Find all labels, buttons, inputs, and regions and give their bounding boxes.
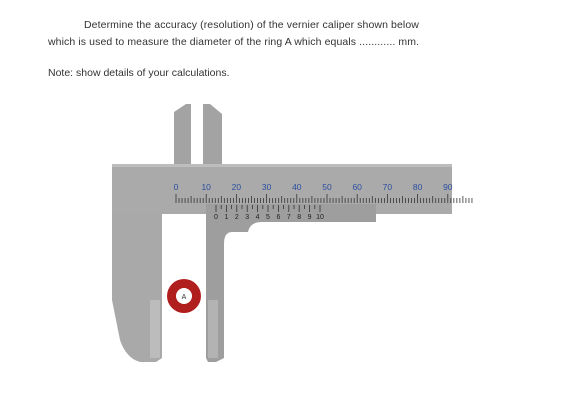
vernier-scale-label: 3 — [245, 214, 250, 221]
main-scale-label: 80 — [412, 182, 423, 192]
question-line-2: which is used to measure the diameter of the ring A which equals ............ mm. — [48, 36, 420, 48]
vernier-scale-label: 6 — [276, 214, 281, 221]
vernier-scale-label: 5 — [266, 214, 270, 221]
upper-fixed-jaw — [174, 104, 191, 164]
main-scale-label: 60 — [352, 182, 362, 192]
upper-sliding-jaw — [203, 104, 222, 164]
vernier-scale-label: 8 — [297, 214, 302, 221]
vernier-scale-label: 9 — [307, 214, 312, 221]
note-text: Note: show details of your calculations. — [48, 67, 230, 79]
question-line-1: Determine the accuracy (resolution) of the vernier caliper shown below — [84, 19, 419, 31]
main-scale-label: 30 — [261, 182, 272, 192]
vernier-scale-label: 10 — [316, 214, 324, 221]
main-scale-label: 70 — [382, 182, 393, 192]
vernier-scale-label: 1 — [224, 214, 229, 221]
main-scale-label: 10 — [201, 182, 211, 192]
vernier-scale-label: 0 — [214, 214, 218, 221]
main-scale-label: 50 — [322, 182, 332, 192]
vernier-scale-label: 2 — [234, 214, 239, 221]
vernier-scale-label: 4 — [255, 214, 260, 221]
vernier-scale-label: 7 — [286, 214, 291, 221]
main-scale-label: 20 — [231, 182, 242, 192]
vernier-slider — [206, 204, 376, 362]
main-scale-label: 0 — [173, 182, 179, 192]
main-scale-label: 40 — [292, 182, 302, 192]
main-scale-label: 90 — [443, 182, 453, 192]
ring-a-label: A — [181, 294, 187, 301]
